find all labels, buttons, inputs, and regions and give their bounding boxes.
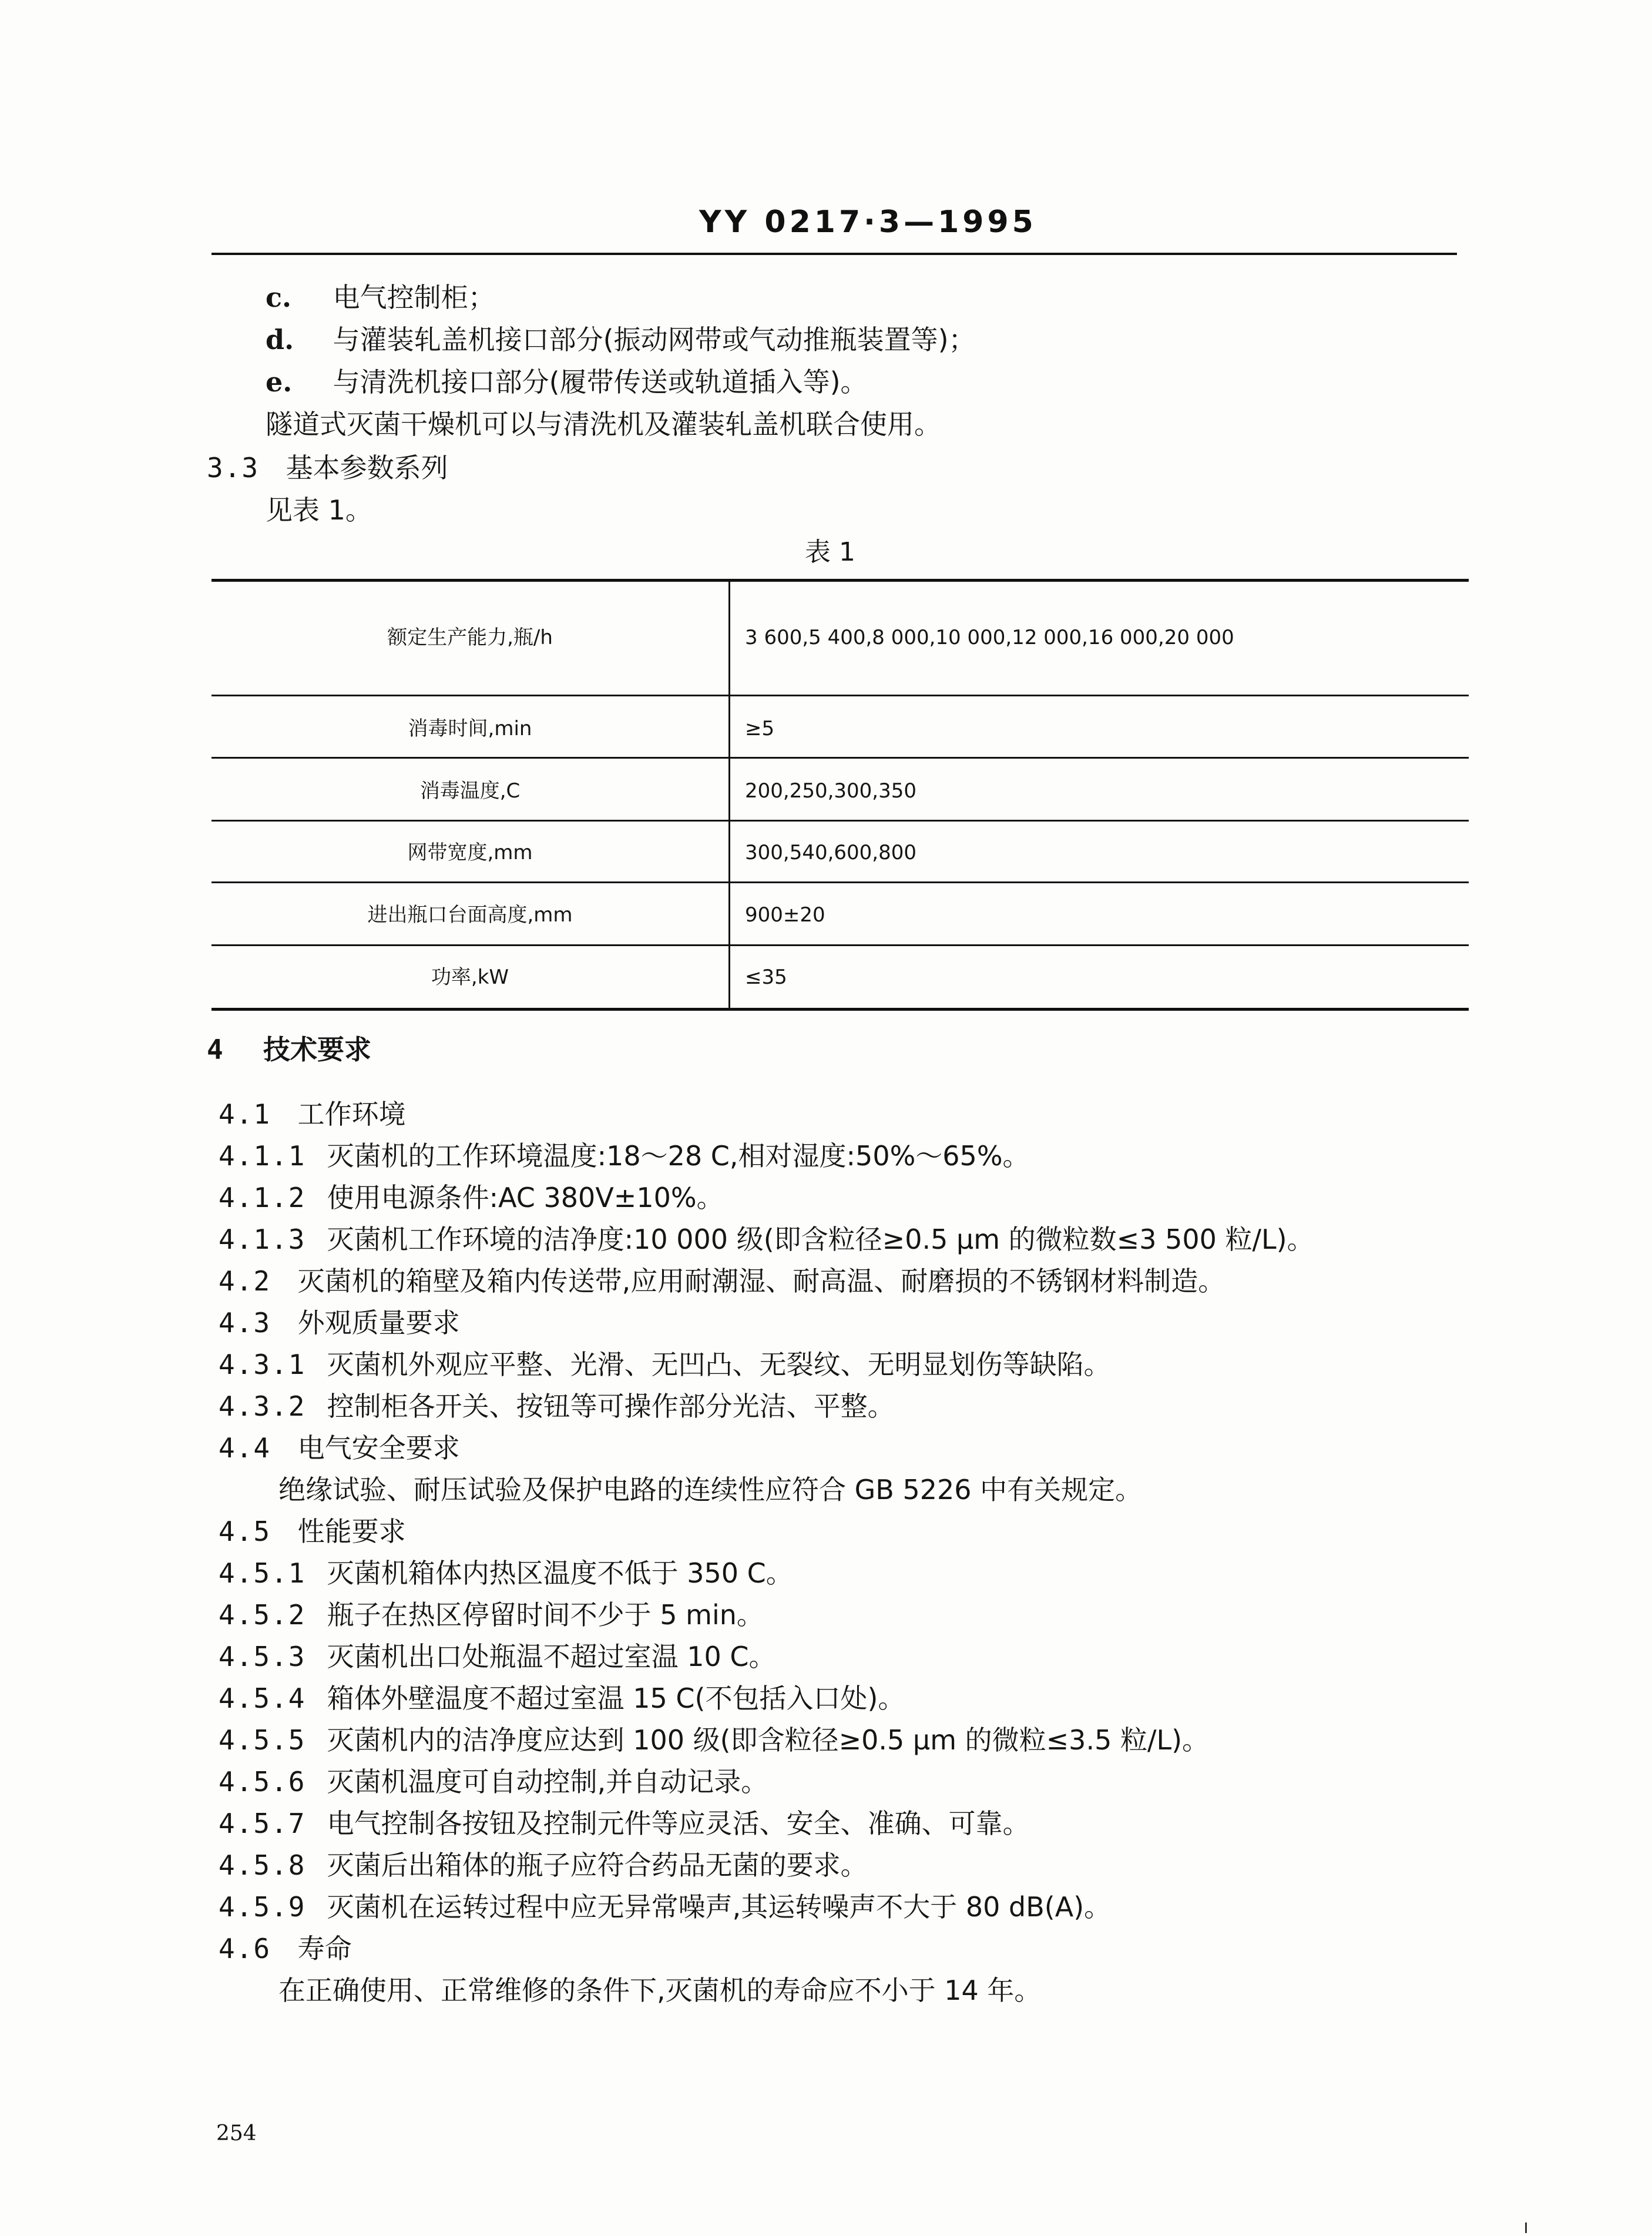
clause — [219, 1305, 460, 1340]
table-cell-param: 消毒温度,C — [419, 779, 521, 803]
table-row-rule — [211, 757, 1469, 759]
table-cell-value: 200,250,300,350 — [745, 779, 917, 803]
clause — [219, 1514, 406, 1549]
clause-paragraph: 在正确使用、正常维修的条件下,灭菌机的寿命应不小于 14 年。 — [278, 1974, 1042, 2006]
table-row-rule — [211, 695, 1469, 696]
clause-text: 性能要求 — [297, 1516, 406, 1547]
clause-number: 4.5.2 — [219, 1599, 306, 1631]
list-item-mark: d. — [266, 324, 294, 356]
clause-text: 瓶子在热区停留时间不少于 5 min。 — [327, 1599, 764, 1631]
table-cell-param: 额定生产能力,瓶/h — [387, 626, 553, 649]
clause-text: 外观质量要求 — [297, 1307, 460, 1339]
table-cell-value: 3 600,5 400,8 000,10 000,12 000,16 000,20 000 — [745, 626, 1234, 649]
table-cell-param: 网带宽度,mm — [407, 841, 533, 864]
clause-number: 4.3.1 — [219, 1349, 306, 1380]
table-row-rule — [211, 881, 1469, 883]
clause-text: 灭菌机在运转过程中应无异常噪声,其运转噪声不大于 80 dB(A)。 — [327, 1891, 1112, 1923]
clause-number: 4.4 — [219, 1432, 271, 1464]
clause-text: 灭菌机箱体内热区温度不低于 350 C。 — [327, 1557, 793, 1589]
clause-text: 使用电源条件:AC 380V±10%。 — [327, 1182, 724, 1213]
clause — [219, 1848, 868, 1883]
clause-paragraph: 绝缘试验、耐压试验及保护电路的连续性应符合 GB 5226 中有关规定。 — [278, 1474, 1143, 1506]
section-heading-3-3 — [207, 450, 448, 485]
list-item-mark: c. — [266, 281, 292, 313]
clause — [219, 1764, 768, 1799]
table-row-rule — [211, 944, 1469, 946]
clause-text: 控制柜各开关、按钮等可操作部分光洁、平整。 — [327, 1390, 895, 1422]
clause — [219, 1222, 1314, 1257]
clause-number: 4.6 — [219, 1933, 271, 1965]
list-item-text: 电气控制柜； — [333, 281, 495, 313]
clause-text: 灭菌机外观应平整、光滑、无凹凸、无裂纹、无明显划伤等缺陷。 — [327, 1349, 1111, 1380]
clause — [219, 1806, 1030, 1841]
clause — [219, 1556, 793, 1591]
table-cell-param: 进出瓶口台面高度,mm — [367, 903, 573, 927]
table-caption: 表 1 — [805, 537, 855, 567]
clause-text: 电气控制各按钮及控制元件等应灵活、安全、准确、可靠。 — [327, 1808, 1030, 1839]
clause — [219, 1347, 1111, 1382]
clause-text: 灭菌机内的洁净度应达到 100 级(即含粒径≥0.5 μm 的微粒≤3.5 粒/L)。 — [327, 1724, 1210, 1756]
clause-number: 4.5.7 — [219, 1808, 306, 1839]
table-row-rule — [211, 820, 1469, 822]
paragraph: 见表 1。 — [266, 494, 372, 526]
clause-number: 4.5.6 — [219, 1766, 306, 1798]
clause-number: 4.5 — [219, 1516, 271, 1547]
table-cell-value: ≥5 — [745, 717, 775, 740]
clause-number: 4.3.2 — [219, 1390, 306, 1422]
page-number: 254 — [216, 2121, 257, 2146]
clause-number: 4.3 — [219, 1307, 271, 1339]
clause-number: 4.5.3 — [219, 1641, 306, 1672]
list-item-text: 与灌装轧盖机接口部分(振动网带或气动推瓶装置等)； — [333, 324, 976, 356]
clause — [219, 1639, 776, 1674]
list-item — [266, 280, 495, 315]
table-cell-value: 900±20 — [745, 903, 825, 927]
table-cell-param: 消毒时间,min — [408, 717, 532, 740]
table-cell-param: 功率,kW — [431, 966, 509, 989]
section-title: 基本参数系列 — [286, 452, 448, 484]
clause-text: 灭菌机的箱壁及箱内传送带,应用耐潮湿、耐高温、耐磨损的不锈钢材料制造。 — [297, 1265, 1225, 1297]
clause-number: 4.2 — [219, 1265, 271, 1297]
clause — [219, 1430, 460, 1466]
parameter-table — [211, 579, 1469, 1011]
clause-number: 4.1.2 — [219, 1182, 306, 1213]
clause — [219, 1931, 352, 1966]
clause-text: 箱体外壁温度不超过室温 15 C(不包括入口处)。 — [327, 1682, 905, 1714]
clause — [219, 1681, 905, 1716]
clause — [219, 1389, 895, 1424]
paragraph: 隧道式灭菌干燥机可以与清洗机及灌装轧盖机联合使用。 — [266, 408, 941, 440]
clause-number: 4.5.1 — [219, 1557, 306, 1589]
clause-text: 灭菌机出口处瓶温不超过室温 10 C。 — [327, 1641, 776, 1672]
scan-mark — [1525, 2222, 1527, 2233]
section-title: 技术要求 — [263, 1034, 372, 1065]
clause-text: 工作环境 — [297, 1098, 406, 1130]
list-item — [266, 364, 868, 400]
list-item-mark: e. — [266, 366, 293, 398]
table-cell-value: ≤35 — [745, 966, 787, 989]
list-item — [266, 322, 976, 357]
standard-number-header: YY 0217·3—1995 — [699, 205, 1037, 240]
clause-number: 4.5.9 — [219, 1891, 306, 1923]
list-item-text: 与清洗机接口部分(履带传送或轨道插入等)。 — [333, 366, 868, 398]
clause-text: 电气安全要求 — [297, 1432, 460, 1464]
clause-number: 4.1.3 — [219, 1223, 306, 1255]
clause-text: 寿命 — [297, 1933, 352, 1965]
clause-text: 灭菌后出箱体的瓶子应符合药品无菌的要求。 — [327, 1849, 868, 1881]
clause-number: 4.1.1 — [219, 1140, 306, 1172]
clause-text: 灭菌机工作环境的洁净度:10 000 级(即含粒径≥0.5 μm 的微粒数≤3 500 粒/L)。 — [327, 1223, 1314, 1255]
table-top-rule — [211, 579, 1469, 582]
clause-number: 4.5.8 — [219, 1849, 306, 1881]
table-column-rule — [728, 579, 730, 1011]
clause — [219, 1138, 1030, 1174]
clause — [219, 1889, 1111, 1925]
section-heading-4 — [207, 1032, 371, 1067]
section-number: 3.3 — [207, 452, 260, 484]
clause — [219, 1180, 724, 1215]
header-rule — [211, 253, 1457, 255]
table-bottom-rule — [211, 1008, 1469, 1011]
section-number: 4 — [207, 1034, 224, 1065]
clause — [219, 1097, 406, 1132]
clause — [219, 1597, 764, 1632]
table-cell-value: 300,540,600,800 — [745, 841, 917, 864]
clause — [219, 1722, 1209, 1758]
clause — [219, 1263, 1225, 1299]
clause-text: 灭菌机的工作环境温度:18～28 C,相对湿度:50%～65%。 — [327, 1140, 1030, 1172]
clause-number: 4.5.4 — [219, 1682, 306, 1714]
clause-number: 4.1 — [219, 1098, 271, 1130]
clause-text: 灭菌机温度可自动控制,并自动记录。 — [327, 1766, 768, 1798]
clause-number: 4.5.5 — [219, 1724, 306, 1756]
